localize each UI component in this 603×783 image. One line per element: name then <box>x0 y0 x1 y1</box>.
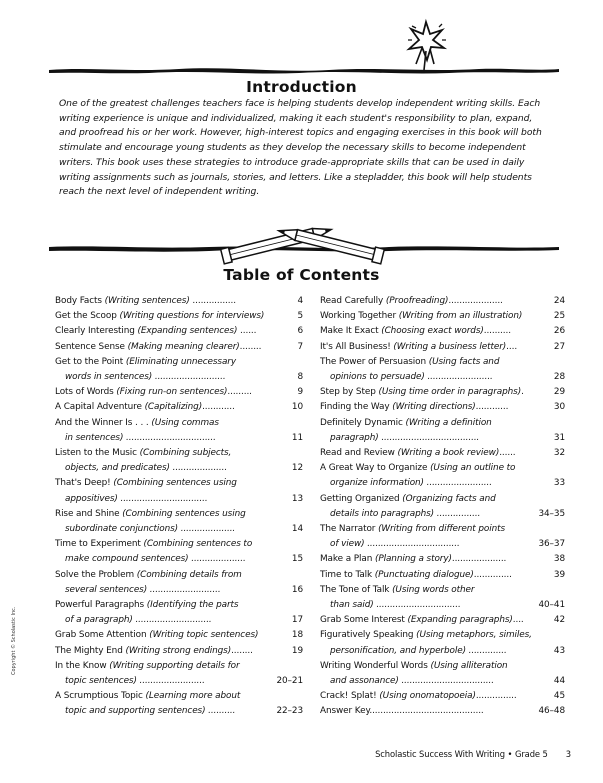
toc-entry-title: Grab Some Interest <box>320 615 405 626</box>
toc-entry-topic: (Proofreading) <box>383 296 449 306</box>
toc-entry-topic-continued: paragraph) .................................... <box>330 432 480 443</box>
toc-entry-leader: ............ <box>202 402 235 413</box>
toc-entry-topic: (Learning more about <box>142 691 241 702</box>
toc-entry-topic: (Planning a story) <box>372 554 452 565</box>
toc-entry-topic: (Expanding paragraphs) <box>404 615 513 626</box>
toc-entry-topic: (Writing directions) <box>389 402 476 413</box>
introduction-title: Introduction <box>246 78 357 96</box>
toc-entry-title: Step by Step <box>320 387 376 398</box>
toc-entry <box>320 659 565 689</box>
toc-entry-topic: (Eliminating unnecessary <box>123 356 236 367</box>
toc-entry-topic: (Using alliteration <box>427 660 508 671</box>
toc-entry-line <box>320 355 565 370</box>
toc-left-column <box>55 294 303 720</box>
toc-entry-title: The Power of Persuasion <box>320 356 427 367</box>
toc-entry <box>55 507 303 537</box>
toc-entry-topic: (Making meaning clearer) <box>124 341 240 352</box>
toc-entry-topic: (Organizing facts and <box>399 493 496 504</box>
toc-entry-line <box>55 400 303 415</box>
intro-line: reach the next level of independent writing. <box>59 186 260 198</box>
toc-entry-leader: ........ <box>239 341 262 352</box>
toc-entry-page: 38 <box>553 554 565 565</box>
toc-entry-line <box>320 461 565 476</box>
toc-entry <box>320 689 565 704</box>
page-footer <box>375 749 571 759</box>
toc-entry-page: 26 <box>553 326 565 337</box>
brush-stroke-divider <box>49 64 559 76</box>
toc-entry-line <box>320 446 565 461</box>
introduction-paragraph <box>59 97 564 200</box>
toc-entry-title: Make It Exact <box>320 326 379 337</box>
toc-entry-line <box>55 294 303 309</box>
toc-entry-line <box>55 355 303 370</box>
toc-entry <box>55 598 303 628</box>
toc-entry-page: 29 <box>553 387 565 398</box>
toc-entry-leader: .............. <box>473 569 512 580</box>
toc-entry-title: Read and Review <box>320 448 395 459</box>
toc-entry <box>55 537 303 567</box>
toc-entry-topic: (Writing questions for interviews) <box>116 311 265 322</box>
toc-entry <box>320 416 565 446</box>
toc-entry-page: 16 <box>291 584 303 595</box>
toc-entry-title: Figuratively Speaking <box>320 630 414 641</box>
toc-entry-topic: (Capitalizing) <box>141 402 203 413</box>
toc-entry-page: 24 <box>553 296 565 306</box>
toc-entry-line <box>320 324 565 339</box>
intro-line: and proofread his or her work. However, high-interest topics and engaging exercises in this book will both <box>59 127 542 139</box>
toc-entry <box>55 476 303 506</box>
toc-entry-page: 32 <box>553 448 565 459</box>
toc-entry-page: 10 <box>291 402 303 413</box>
toc-entry-title: A Great Way to Organize <box>320 463 428 474</box>
toc-entry-topic-continued: words in sentences) .......................... <box>65 372 226 383</box>
toc-entry-title: A Capital Adventure <box>55 402 142 413</box>
toc-entry-line <box>320 552 565 567</box>
toc-entry-page: 46–48 <box>538 706 565 717</box>
toc-entry-line <box>320 537 565 552</box>
toc-entry <box>320 492 565 522</box>
toc-entry-line <box>55 644 303 659</box>
toc-entry-title: The Mighty End <box>55 645 123 656</box>
toc-entry-line <box>320 416 565 431</box>
toc-entry-page: 42 <box>553 615 565 626</box>
toc-entry-title: Get the Scoop <box>55 311 117 322</box>
copyright-notice: Copyright © Scholastic Inc. <box>11 606 17 675</box>
toc-entry-line <box>55 628 303 643</box>
toc-entry-topic: (Identifying the parts <box>144 600 239 611</box>
toc-entry-page: 40–41 <box>538 600 565 611</box>
toc-entry-topic-continued: make compound sentences) .................... <box>65 554 246 565</box>
toc-entry-line <box>55 340 303 355</box>
toc-entry-topic: (Fixing run-on sentences) <box>113 387 228 398</box>
toc-entry-title: Writing Wonderful Words <box>320 660 428 671</box>
toc-entry-title: Time to Experiment <box>55 539 141 550</box>
toc-entry-line <box>55 431 303 446</box>
toc-entry-page: 25 <box>553 311 565 322</box>
toc-entry-topic: (Writing strong endings) <box>122 645 232 656</box>
toc-entry-topic: (Combining sentences using <box>119 508 246 519</box>
toc-entry-page: 18 <box>291 630 303 641</box>
toc-entry-title: That's Deep! <box>55 478 111 489</box>
toc-entry-line <box>320 628 565 643</box>
toc-entry-line <box>320 309 565 324</box>
toc-entry <box>55 400 303 415</box>
toc-entry-line <box>320 689 565 704</box>
toc-entry-topic: (Using metaphors, similes, <box>413 630 532 641</box>
toc-entry-line <box>320 644 565 659</box>
toc-entry-line <box>320 492 565 507</box>
toc-entry-line <box>55 583 303 598</box>
toc-entry-title: Definitely Dynamic <box>320 417 403 428</box>
toc-entry-title: Finding the Way <box>320 402 390 413</box>
toc-entry <box>320 568 565 583</box>
toc-entry-leader: ................ <box>192 296 236 306</box>
toc-entry <box>55 385 303 400</box>
toc-entry-line <box>55 507 303 522</box>
toc-entry-title: Lots of Words <box>55 387 114 398</box>
toc-entry-topic: (Using words other <box>389 584 475 595</box>
toc-entry-page: 5 <box>297 311 303 322</box>
toc-entry-title: Clearly Interesting <box>55 326 135 337</box>
toc-entry-topic-continued: than said) ............................... <box>330 600 461 611</box>
toc-entry-page: 33 <box>553 478 565 489</box>
toc-entry <box>320 385 565 400</box>
toc-entry-title: Listen to the Music <box>55 448 137 459</box>
toc-entry <box>55 324 303 339</box>
toc-entry-leader: ...... <box>499 448 516 459</box>
toc-entry-page: 20–21 <box>276 676 303 687</box>
intro-line: One of the greatest challenges teachers face is helping students develop independent writing skills. Each <box>59 98 541 109</box>
toc-entry-page: 28 <box>553 372 565 383</box>
toc-entry <box>320 324 565 339</box>
toc-entry-line <box>320 583 565 598</box>
toc-entry <box>320 552 565 567</box>
toc-entry-page: 27 <box>553 341 565 352</box>
toc-entry-line <box>55 492 303 507</box>
toc-entry-page: 9 <box>297 387 303 398</box>
toc-entry-title: Sentence Sense <box>55 341 125 352</box>
toc-entry-line <box>320 431 565 446</box>
toc-entry-topic: (Writing topic sentences) <box>146 630 259 641</box>
toc-entry-line <box>320 704 565 719</box>
toc-entry-line <box>55 537 303 552</box>
toc-entry <box>320 340 565 355</box>
toc-entry-topic: (Writing a book review) <box>394 448 500 459</box>
toc-entry-title: And the Winner Is . . . <box>55 417 149 428</box>
toc-entry-topic-continued: several sentences) .......................... <box>65 584 221 595</box>
toc-entry <box>320 522 565 552</box>
intro-line: stimulate and encourage young students as they develop the necessary skills to become independent <box>59 142 526 154</box>
toc-entry-line <box>55 552 303 567</box>
toc-entry-page: 22–23 <box>276 706 303 717</box>
toc-entry <box>320 400 565 415</box>
toc-entry-line <box>55 416 303 431</box>
toc-entry-page: 17 <box>291 615 303 626</box>
toc-entry-topic-continued: objects, and predicates) .................... <box>65 463 228 474</box>
toc-entry-topic: (Writing from different points <box>375 524 506 535</box>
toc-entry-title: Getting Organized <box>320 493 400 504</box>
toc-entry-line <box>55 446 303 461</box>
toc-entry <box>55 628 303 643</box>
toc-entry-line <box>55 659 303 674</box>
toc-entry-title: The Narrator <box>320 524 376 535</box>
toc-entry-page: 15 <box>291 554 303 565</box>
footer-text: Scholastic Success With Writing • Grade 5 <box>375 749 548 759</box>
toc-entry-line <box>55 370 303 385</box>
toc-entry-title: The Tone of Talk <box>320 584 390 595</box>
toc-entry <box>55 644 303 659</box>
toc-entry-topic: (Punctuating dialogue) <box>372 569 474 580</box>
toc-entry-topic: (Using facts and <box>426 356 500 367</box>
toc-entry-topic: (Writing from an illustration) <box>396 311 523 322</box>
toc-entry-page: 43 <box>553 645 565 656</box>
toc-entry-topic-continued: in sentences) ................................. <box>65 432 216 443</box>
toc-entry-line <box>320 613 565 628</box>
toc-entry-title: Answer Key <box>320 706 370 717</box>
toc-entry-topic-continued: details into paragraphs) ................ <box>330 508 481 519</box>
toc-right-column <box>320 294 565 720</box>
toc-entry-page: 6 <box>297 326 303 337</box>
toc-entry-leader: ......... <box>227 387 252 398</box>
toc-entry-topic: (Combining sentences using <box>110 478 237 489</box>
toc-entry <box>55 294 303 309</box>
toc-entry-page: 14 <box>291 524 303 535</box>
page-number: 3 <box>565 749 571 759</box>
toc-entry-topic-continued: appositives) ................................ <box>65 493 208 504</box>
toc-entry <box>320 446 565 461</box>
toc-entry-page: 13 <box>291 493 303 504</box>
toc-entry-title: Get to the Point <box>55 356 124 367</box>
toc-entry-line <box>320 598 565 613</box>
toc-entry <box>55 446 303 476</box>
toc-entry-leader: .......................................... <box>369 706 484 717</box>
toc-entry <box>320 613 565 628</box>
toc-entry-page: 44 <box>553 676 565 687</box>
toc-entry-topic-continued: and assonance) .................................. <box>330 676 494 687</box>
toc-entry-leader: .................... <box>451 554 507 565</box>
toc-entry <box>320 355 565 385</box>
toc-entry-line <box>55 309 303 324</box>
toc-entry-topic: (Combining subjects, <box>136 448 232 459</box>
toc-entry-line <box>320 522 565 537</box>
crossed-pencils-icon <box>215 220 390 268</box>
toc-entry-page: 11 <box>291 432 303 443</box>
toc-entry <box>55 568 303 598</box>
toc-entry-topic: (Choosing exact words) <box>378 326 484 337</box>
toc-entry-topic: (Using onomatopoeia) <box>376 691 476 702</box>
toc-entry-line <box>320 659 565 674</box>
toc-entry-topic: (Writing sentences) <box>101 296 193 306</box>
toc-entry-line <box>55 324 303 339</box>
toc-entry-title: Solve the Problem <box>55 569 135 580</box>
toc-entry-line <box>55 476 303 491</box>
toc-entry-leader: .... <box>506 341 518 352</box>
toc-entry-leader: . <box>521 387 524 398</box>
toc-entry <box>320 628 565 658</box>
toc-entry-topic-continued: of view) .................................. <box>330 539 460 550</box>
toc-entry-page: 7 <box>297 341 303 352</box>
toc-entry-topic: (Writing a business letter) <box>390 341 507 352</box>
toc-entry <box>320 704 565 719</box>
toc-entry <box>55 355 303 385</box>
toc-entry-title: Powerful Paragraphs <box>55 600 145 611</box>
toc-entry-topic-continued: subordinate conjunctions) .................... <box>65 524 236 535</box>
toc-entry-page: 19 <box>291 645 303 656</box>
toc-entry-topic-continued: topic sentences) ........................ <box>65 676 205 687</box>
toc-entry-leader: .................... <box>448 296 503 306</box>
toc-entry-title: It's All Business! <box>320 341 391 352</box>
toc-entry-topic-continued: topic and supporting sentences) .......... <box>65 706 236 717</box>
toc-entry-line <box>320 370 565 385</box>
toc-entry-topic-continued: organize information) ........................ <box>330 478 492 489</box>
toc-entry-leader: .... <box>512 615 524 626</box>
toc-entry-page: 36–37 <box>538 539 565 550</box>
toc-entry-line <box>55 704 303 719</box>
toc-entry-title: Body Facts <box>55 296 102 306</box>
intro-line: writing assignments such as journals, stories, and letters. Like a stepladder, this book will help students <box>59 171 532 183</box>
table-of-contents-title: Table of Contents <box>223 266 380 284</box>
toc-entry-line <box>55 461 303 476</box>
toc-entry-topic-continued: of a paragraph) ............................ <box>65 615 212 626</box>
toc-entry-leader: ............ <box>475 402 509 413</box>
toc-entry-line <box>320 507 565 522</box>
intro-line: writing experience is unique and individualized, making it each student's responsibility to plan, expand, <box>59 112 533 124</box>
toc-entry-topic: (Using an outline to <box>427 463 516 474</box>
toc-entry <box>320 461 565 491</box>
toc-entry-leader: .......... <box>483 326 511 337</box>
toc-entry-topic: (Combining details from <box>134 569 242 580</box>
toc-entry-line <box>55 598 303 613</box>
toc-entry-title: Crack! Splat! <box>320 691 377 702</box>
toc-entry-page: 31 <box>553 432 565 443</box>
toc-entry <box>55 659 303 689</box>
toc-entry-title: In the Know <box>55 660 107 671</box>
toc-entry-page: 34–35 <box>538 508 565 519</box>
toc-entry-topic: (Expanding sentences) <box>134 326 241 337</box>
toc-entry <box>320 294 565 309</box>
toc-entry-page: 12 <box>291 463 303 474</box>
toc-entry-line <box>320 568 565 583</box>
toc-entry-leader: ........ <box>231 645 253 656</box>
toc-entry-page: 45 <box>553 691 565 702</box>
toc-entry <box>55 416 303 446</box>
toc-entry <box>55 689 303 719</box>
toc-entry-page: 30 <box>553 402 565 413</box>
toc-entry-topic-continued: personification, and hyperbole) .............. <box>330 645 507 656</box>
toc-entry-topic: (Using commas <box>148 417 219 428</box>
toc-entry-title: Working Together <box>320 311 397 322</box>
toc-entry-line <box>320 476 565 491</box>
toc-entry-line <box>55 689 303 704</box>
toc-entry-line <box>320 340 565 355</box>
toc-entry-line <box>320 674 565 689</box>
toc-entry-topic: (Writing a definition <box>402 417 492 428</box>
toc-entry-line <box>320 385 565 400</box>
toc-entry-line <box>320 294 565 309</box>
toc-entry-topic: (Writing supporting details for <box>106 660 240 671</box>
toc-entry-line <box>55 522 303 537</box>
toc-entry-title: Time to Talk <box>320 569 373 580</box>
toc-entry-page: 8 <box>297 372 303 383</box>
intro-line: writers. This book uses these strategies to introduce grade-appropriate skills that can be used in daily <box>59 156 525 168</box>
toc-entry-title: Grab Some Attention <box>55 630 147 641</box>
toc-entry-line <box>55 674 303 689</box>
toc-entry-topic-continued: opinions to persuade) ........................ <box>330 372 493 383</box>
toc-entry-title: Rise and Shine <box>55 508 120 519</box>
toc-entry-title: Read Carefully <box>320 296 384 306</box>
toc-entry-line <box>55 385 303 400</box>
toc-entry-topic: (Using time order in paragraphs) <box>375 387 522 398</box>
toc-entry <box>55 309 303 324</box>
toc-entry-leader: ...... <box>240 326 257 337</box>
toc-entry-title: A Scrumptious Topic <box>55 691 143 702</box>
toc-entry-topic: (Combining sentences to <box>140 539 253 550</box>
toc-entry <box>320 309 565 324</box>
toc-entry <box>320 583 565 613</box>
toc-entry-title: Make a Plan <box>320 554 373 565</box>
toc-entry-line <box>320 400 565 415</box>
toc-entry-line <box>55 613 303 628</box>
toc-entry <box>55 340 303 355</box>
toc-entry-page: 39 <box>553 569 565 580</box>
toc-entry-leader: ............... <box>475 691 517 702</box>
toc-entry-page: 4 <box>297 296 303 306</box>
toc-entry-line <box>55 568 303 583</box>
